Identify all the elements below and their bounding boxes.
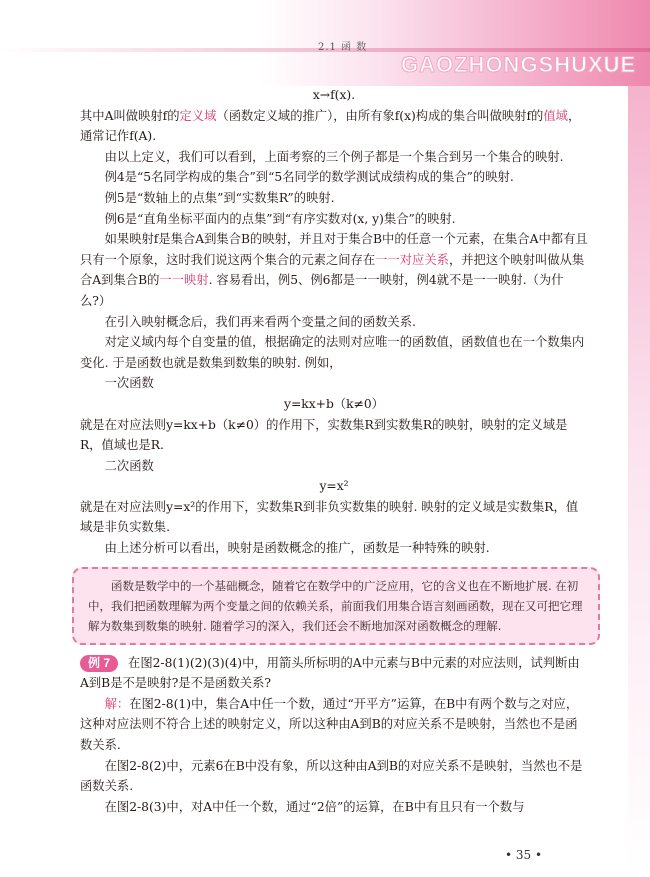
- para-example6: 例6是“直角坐标平面内的点集”到“有序实数对(x, y)集合”的映射.: [104, 211, 456, 226]
- para-conclusion: 由上述分析可以看出，映射是函数概念的推广，函数是一种特殊的映射.: [104, 541, 490, 556]
- example-question: 例 7 在图2-8(1)(2)(3)(4)中，用箭头所标明的A中元素与B中元素的对应法则，试判断由A到B是不是映射?是不是函数关系?: [80, 655, 580, 691]
- para-summary: 由以上定义，我们可以看到，上面考察的三个例子都是一个集合到另一个集合的映射.: [104, 149, 564, 164]
- label-linear-function: 一次函数: [104, 376, 154, 391]
- term-one-to-one-correspondence: 一一对应关系: [375, 252, 449, 267]
- subject-banner: GAOZHONGSHUXUE: [401, 52, 637, 77]
- label-quadratic-function: 二次函数: [104, 458, 154, 473]
- para-function-as-mapping: 对定义域内每个自变量的值，根据确定的法则对应唯一的函数值，函数值也在一个数集内变化. 于是函数也就是数集到数集的映射. 例如，: [80, 335, 585, 370]
- note-text: 函数是数学中的一个基础概念，随着它在数学中的广泛应用，它的含义也在不断地扩展. 在初中，我们把函数理解为两个变量之间的依赖关系，前面我们用集合语言刻画函数，现在又可把它理解为数集到数集的映射. 随着学习的深入，我们还会不断地加深对函数概念的理解.: [88, 578, 583, 633]
- para-example4: 例4是“5名同学构成的集合”到“5名同学的数学测试成绩构成的集合”的映射.: [104, 170, 514, 185]
- para-quadratic-explain: 就是在对应法则y=x²的作用下，实数集R到非负实数集的映射. 映射的定义域是实数集R，值域是非负实数集.: [80, 499, 579, 535]
- para-function-relation: 在引入映射概念后，我们再来看两个变量之间的函数关系.: [104, 314, 416, 329]
- section-title: 2.1 函 数: [318, 42, 368, 53]
- side-band: [628, 86, 650, 877]
- term-bijection: 一一映射: [159, 273, 209, 288]
- note-box: [72, 567, 600, 645]
- para-linear-explain: 就是在对应法则y=kx+b（k≠0）的作用下，实数集R到实数集R的映射，映射的定义域是R，值域也是R.: [80, 417, 568, 453]
- example-solution-1: 解：在图2-8(1)中，集合A中任一个数，通过“开平方”运算，在B中有两个数与之对应，这种对应法则不符合上述的映射定义，所以这种由A到B的对应关系不是映射，当然也不是函数关系.: [80, 696, 579, 753]
- page-body: [80, 85, 588, 817]
- term-range: 值域: [543, 108, 568, 123]
- formula-quadratic: y=x²: [319, 479, 349, 494]
- example-solution-3: 在图2-8(3)中，对A中任一个数，通过“2倍”的运算，在B中有且只有一个数与: [104, 799, 525, 814]
- para-domain-def: 其中A叫做映射f的定义域（函数定义域的推广），由所有象f(x)构成的集合叫做映射f的值域，通常记作f(A).: [80, 108, 581, 144]
- page-number: • 35 •: [505, 848, 543, 862]
- para-example5: 例5是“数轴上的点集”到“实数集R”的映射.: [104, 190, 335, 205]
- solution-label: 解：: [104, 696, 130, 711]
- term-domain: 定义域: [179, 108, 217, 123]
- example-solution-2: 在图2-8(2)中，元素6在B中没有象，所以这种由A到B的对应关系不是映射，当然也不是函数关系.: [80, 758, 583, 794]
- para-bijection: 如果映射f是集合A到集合B的映射，并且对于集合B中的任意一个元素，在集合A中都有且只有一个原象，这时我们说这两个集合的元素之间存在一一对应关系，并把这个映射叫做从集合A到集合B的一一映射. 容易看出，例5、例6都是一一映射，例4就不是一一映射.（为什么?）: [80, 232, 588, 308]
- formula-linear: y=kx+b（k≠0）: [284, 396, 384, 411]
- example-tag: 例 7: [80, 655, 118, 672]
- formula-mapping: x→f(x).: [312, 88, 356, 102]
